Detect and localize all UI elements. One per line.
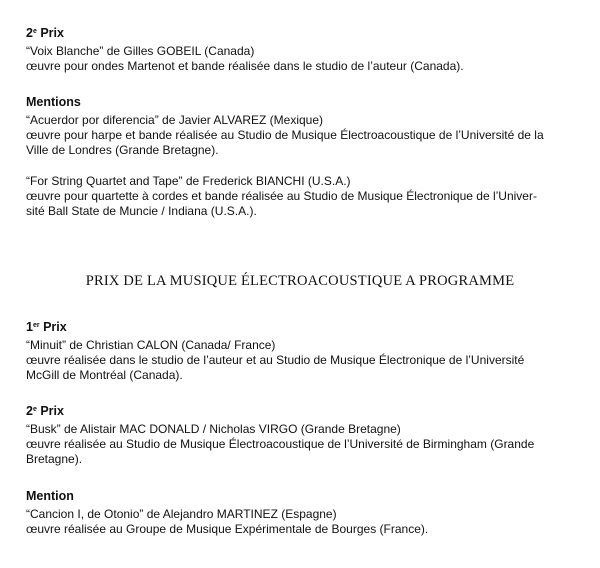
prize-heading bbox=[26, 320, 582, 335]
work-title-line: “Acuerdor por diferencia” de Javier ALVAREZ (Mexique) bbox=[26, 113, 324, 127]
work-description-line-1: œuvre réalisée au Studio de Musique Électroacoustique de l’Université de Birmingham (Grande bbox=[26, 437, 535, 451]
mention-section-b bbox=[26, 489, 582, 537]
work-title-line: “For String Quartet and Tape” de Frederick BIANCHI (U.S.A.) bbox=[26, 174, 351, 188]
work-description-line-1: œuvre pour quartette à cordes et bande réalisée au Studio de Musique Électronique de l’Univer- bbox=[26, 189, 537, 203]
work-title-line: “Minuit” de Christian CALON (Canada/ France) bbox=[26, 338, 276, 352]
section-title: PRIX DE LA MUSIQUE ÉLECTROACOUSTIQUE A PROGRAMME bbox=[85, 273, 515, 289]
prize-heading bbox=[26, 404, 582, 419]
heading-word: Prix bbox=[40, 26, 64, 40]
work-description-line-1: œuvre pour harpe et bande réalisée au Studio de Musique Électroacoustique de l’Université de la bbox=[26, 128, 544, 142]
work-description-line-2: Bretagne). bbox=[26, 452, 83, 466]
heading-word: Prix bbox=[40, 404, 64, 418]
prize-2-section-a bbox=[26, 26, 582, 74]
work-description-line-2: McGill de Montréal (Canada). bbox=[26, 368, 183, 382]
heading-superscript: er bbox=[32, 322, 40, 329]
mentions-heading: Mentions bbox=[26, 95, 81, 109]
heading-number: 2 bbox=[26, 26, 33, 40]
prize-1-section-b bbox=[26, 320, 582, 383]
heading-word: Prix bbox=[43, 320, 67, 334]
work-description-line-2: sité Ball State de Muncie / Indiana (U.S.A.). bbox=[26, 204, 257, 218]
heading-number: 1 bbox=[26, 320, 33, 334]
heading-superscript: e bbox=[32, 406, 37, 413]
work-title-line: “Cancion I, de Otonio” de Alejandro MARTINEZ (Espagne) bbox=[26, 507, 337, 521]
work-description-line-2: Ville de Londres (Grande Bretagne). bbox=[26, 143, 219, 157]
mention-heading: Mention bbox=[26, 489, 74, 503]
mention-item-2 bbox=[26, 174, 582, 219]
work-description: œuvre réalisée au Groupe de Musique Expérimentale de Bourges (France). bbox=[26, 522, 429, 536]
prize-heading bbox=[26, 26, 582, 41]
work-title-line: “Voix Blanche” de Gilles GOBEIL (Canada) bbox=[26, 44, 255, 58]
work-title-line: “Busk” de Alistair MAC DONALD / Nicholas VIRGO (Grande Bretagne) bbox=[26, 422, 401, 436]
prize-2-section-b bbox=[26, 404, 582, 467]
work-description-line-1: œuvre réalisée dans le studio de l’auteur et au Studio de Musique Électronique de l’Université bbox=[26, 353, 525, 367]
heading-superscript: e bbox=[32, 28, 37, 35]
work-description: œuvre pour ondes Martenot et bande réalisée dans le studio de l’auteur (Canada). bbox=[26, 59, 464, 73]
heading-number: 2 bbox=[26, 404, 33, 418]
mentions-section bbox=[26, 95, 582, 158]
